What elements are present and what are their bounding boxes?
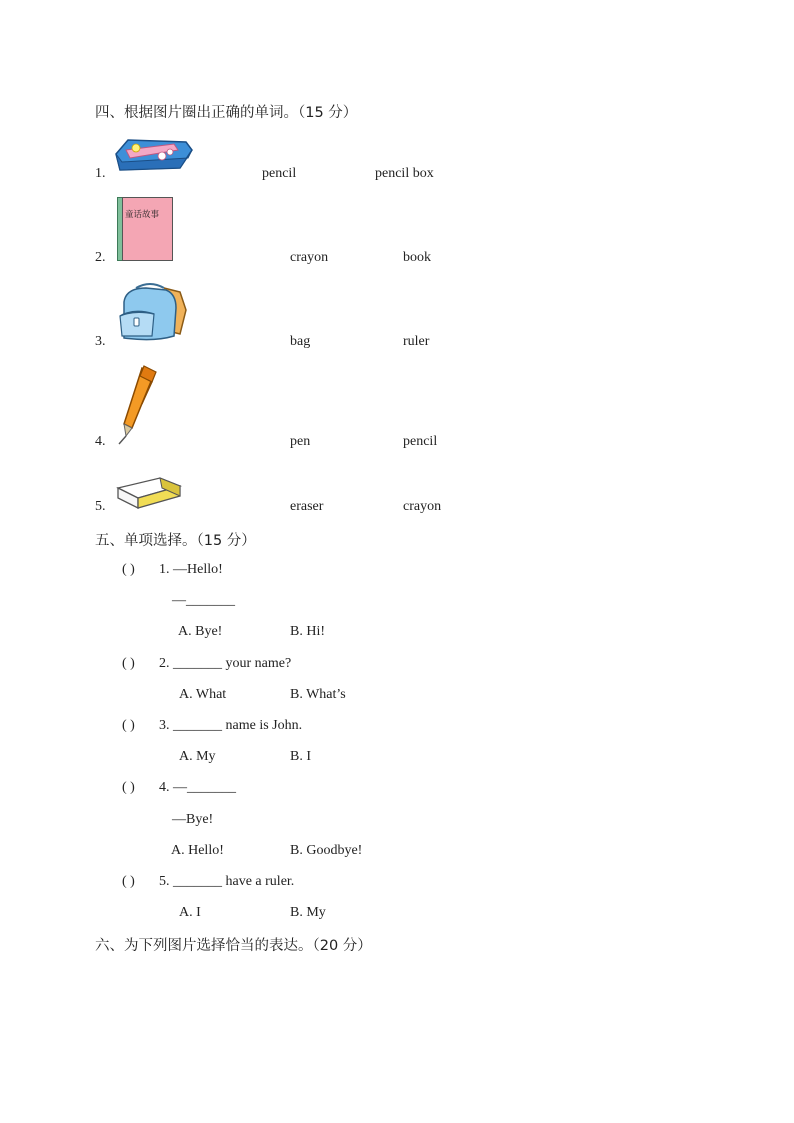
book-picture xyxy=(117,197,173,261)
q2-option-a[interactable]: A. What xyxy=(179,687,227,702)
q4-answer-paren[interactable]: ( ) xyxy=(122,780,135,795)
q2-answer-paren[interactable]: ( ) xyxy=(122,656,135,671)
q4-stem: 4. —_______ xyxy=(159,780,236,795)
q4-reply: —Bye! xyxy=(172,812,214,827)
q5-option-b[interactable]: B. My xyxy=(290,905,326,920)
q1-stem: 1. —Hello! xyxy=(159,562,223,577)
q5-option-a[interactable]: A. I xyxy=(179,905,201,920)
pen-picture xyxy=(112,362,162,446)
item4-number: 4. xyxy=(95,434,106,449)
q1-answer-paren[interactable]: ( ) xyxy=(122,562,135,577)
q5-answer-paren[interactable]: ( ) xyxy=(122,874,135,889)
item5-option-a[interactable]: eraser xyxy=(290,499,324,514)
item3-number: 3. xyxy=(95,334,106,349)
item1-option-a[interactable]: pencil xyxy=(262,166,297,181)
q4-option-a[interactable]: A. Hello! xyxy=(171,843,224,858)
item4-option-b[interactable]: pencil xyxy=(403,434,438,449)
item1-option-b[interactable]: pencil box xyxy=(375,166,434,181)
book-title: 童话故事 xyxy=(125,210,160,220)
q3-option-a[interactable]: A. My xyxy=(179,749,216,764)
item4-option-a[interactable]: pen xyxy=(290,434,311,449)
section6-heading: 六、为下列图片选择恰当的表达。（20 分） xyxy=(95,938,372,954)
item2-option-a[interactable]: crayon xyxy=(290,250,329,265)
q2-stem: 2. _______ your name? xyxy=(159,656,292,671)
item5-option-b[interactable]: crayon xyxy=(403,499,442,514)
q3-stem: 3. _______ name is John. xyxy=(159,718,303,733)
q2-option-b[interactable]: B. What’s xyxy=(290,687,346,702)
q5-stem: 5. _______ have a ruler. xyxy=(159,874,295,889)
eraser-picture xyxy=(114,472,182,512)
section4-heading: 四、根据图片圈出正确的单词。（15 分） xyxy=(95,105,358,121)
q1-option-a[interactable]: A. Bye! xyxy=(178,624,223,639)
q3-answer-paren[interactable]: ( ) xyxy=(122,718,135,733)
item3-option-a[interactable]: bag xyxy=(290,334,311,349)
q1-reply: —_______ xyxy=(172,593,235,608)
q4-option-b[interactable]: B. Goodbye! xyxy=(290,843,363,858)
q3-option-b[interactable]: B. I xyxy=(290,749,311,764)
bag-picture xyxy=(114,280,188,344)
section5-heading: 五、单项选择。（15 分） xyxy=(95,533,256,549)
pencil-box-picture xyxy=(112,136,194,176)
item5-number: 5. xyxy=(95,499,106,514)
item2-number: 2. xyxy=(95,250,106,265)
item1-number: 1. xyxy=(95,166,106,181)
q1-option-b[interactable]: B. Hi! xyxy=(290,624,325,639)
item2-option-b[interactable]: book xyxy=(403,250,431,265)
item3-option-b[interactable]: ruler xyxy=(403,334,430,349)
